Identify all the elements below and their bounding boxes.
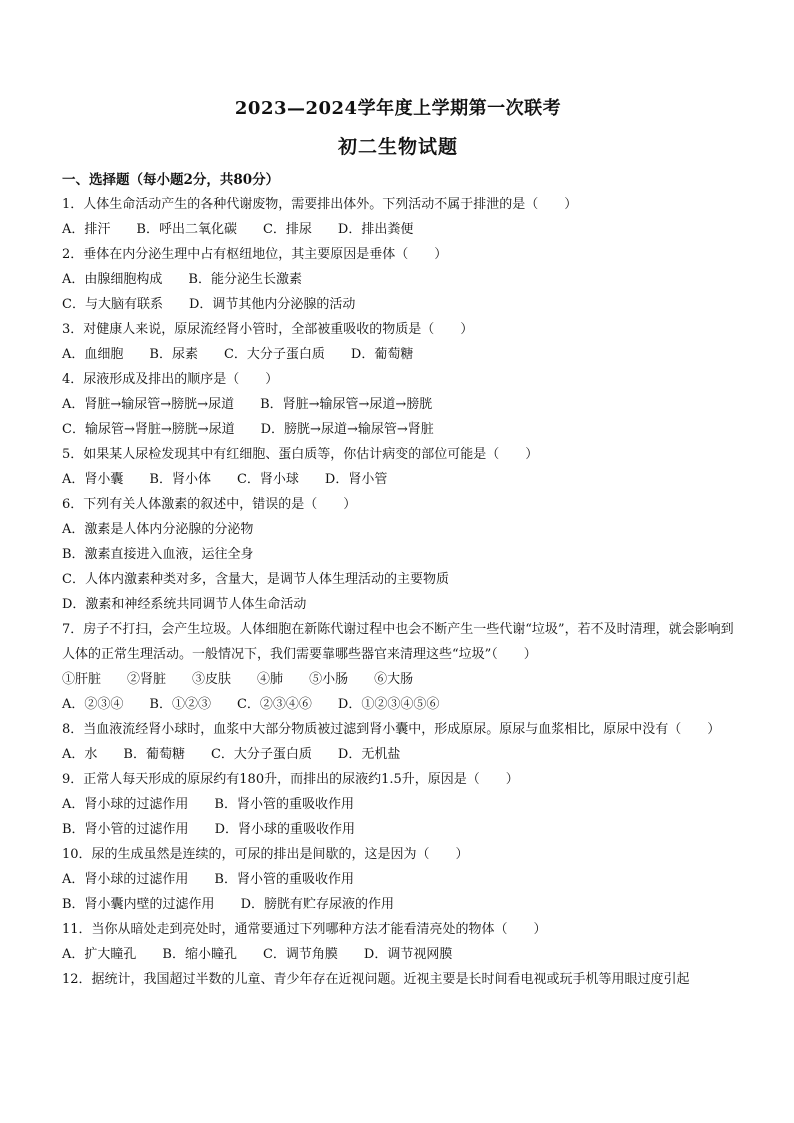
question-text: 5．如果某人尿检发现其中有红细胞、蛋白质等，你估计病变的部位可能是（ ） — [62, 447, 539, 462]
question-text: 11．当你从暗处走到亮处时，通常要通过下列哪种方法才能看清亮处的物体（ ） — [62, 922, 547, 937]
answer-option: C．大分子蛋白质 — [223, 347, 325, 362]
answer-option: C．输尿管→肾脏→膀胱→尿道 — [62, 422, 235, 437]
option-row — [62, 667, 734, 692]
option-row — [62, 517, 734, 542]
question-text: 2．垂体在内分泌生理中占有枢纽地位，其主要原因是垂体（ ） — [62, 247, 448, 262]
answer-option: D．调节其他内分泌腺的活动 — [188, 297, 356, 312]
answer-option: A．激素是人体内分泌腺的分泌物 — [62, 522, 254, 537]
answer-option: B．肾小管的重吸收作用 — [214, 872, 354, 887]
answer-option: C．调节角膜 — [262, 947, 338, 962]
question-text: 12．据统计，我国超过半数的儿童、青少年存在近视问题。近视主要是长时间看电视或玩手机等用眼过度引起 — [62, 972, 690, 987]
option-row — [62, 542, 734, 567]
answer-option: B．缩小瞳孔 — [162, 947, 237, 962]
question-text: 9．正常人每天形成的原尿约有180升，而排出的尿液约1.5升，原因是（ ） — [62, 772, 519, 787]
option-row — [62, 742, 734, 767]
answer-option: D．膀胱有贮存尿液的作用 — [240, 897, 394, 912]
question-item — [62, 767, 734, 842]
answer-option: A．肾小球的过滤作用 — [62, 872, 189, 887]
answer-option: B．能分泌生长激素 — [188, 272, 302, 287]
question-text: 3．对健康人来说，原尿流经肾小管时，全部被重吸收的物质是（ ） — [62, 322, 474, 337]
answer-option: D．调节视网膜 — [363, 947, 453, 962]
answer-option: D．肾小球的重吸收作用 — [214, 822, 355, 837]
answer-option: D．膀胱→尿道→输尿管→肾脏 — [260, 422, 434, 437]
answer-option: B．①②③ — [149, 697, 211, 712]
option-row — [62, 892, 734, 917]
option-row — [62, 267, 734, 292]
option-row — [62, 592, 734, 617]
answer-option: D．激素和神经系统共同调节人体生命活动 — [62, 597, 307, 612]
answer-option: D．无机盐 — [337, 747, 401, 762]
answer-option: C．②③④⑥ — [236, 697, 312, 712]
option-row — [62, 942, 734, 967]
question-item — [62, 917, 734, 967]
exam-title: 2023—2024学年度上学期第一次联考 — [234, 98, 562, 119]
question-text: 10．尿的生成虽然是连续的，可尿的排出是间歇的，这是因为（ ） — [62, 847, 469, 862]
exam-subtitle: 初二生物试题 — [337, 136, 458, 158]
option-row — [62, 417, 734, 442]
answer-option: B．肾小管的重吸收作用 — [214, 797, 354, 812]
answer-option: D．①②③④⑤⑥ — [337, 697, 440, 712]
question-item — [62, 242, 734, 317]
answer-option: B．肾小囊内壁的过滤作用 — [62, 897, 215, 912]
answer-option: A．肾小球的过滤作用 — [62, 797, 189, 812]
question-item — [62, 317, 734, 367]
option-row — [62, 392, 734, 417]
answer-option: A．肾脏→输尿管→膀胱→尿道 — [62, 397, 235, 412]
option-row — [62, 867, 734, 892]
question-item — [62, 717, 734, 767]
option-row — [62, 467, 734, 492]
answer-option: B．肾小体 — [149, 472, 211, 487]
question-item — [62, 367, 734, 442]
question-item — [62, 442, 734, 492]
answer-option: A．②③④ — [62, 697, 124, 712]
option-row — [62, 292, 734, 317]
answer-option: B．激素直接进入血液，运往全身 — [62, 547, 254, 562]
question-list — [62, 192, 734, 992]
answer-option: C．肾小球 — [236, 472, 299, 487]
section-header: 一、选择题（每小题2分，共80分） — [62, 172, 280, 188]
answer-option: ②肾脏 — [127, 672, 167, 687]
answer-option: A．由腺细胞构成 — [62, 272, 163, 287]
answer-option: A．排汗 — [62, 222, 111, 237]
option-row — [62, 817, 734, 842]
answer-option: A．扩大瞳孔 — [62, 947, 137, 962]
answer-option: D．排出粪便 — [337, 222, 414, 237]
answer-option: C．大分子蛋白质 — [210, 747, 312, 762]
answer-option: C．人体内激素种类对多，含量大，是调节人体生理活动的主要物质 — [62, 572, 449, 587]
answer-option: ⑥大肠 — [374, 672, 414, 687]
option-row — [62, 792, 734, 817]
question-text: 8．当血液流经肾小球时，血浆中大部分物质被过滤到肾小囊中，形成原尿。原尿与血浆相比，原尿中没有（ ） — [62, 722, 721, 737]
option-row — [62, 342, 734, 367]
answer-option: B．尿素 — [149, 347, 198, 362]
option-row — [62, 692, 734, 717]
question-item — [62, 617, 734, 717]
option-row — [62, 217, 734, 242]
answer-option: A．肾小囊 — [62, 472, 124, 487]
question-text: 7．房子不打扫，会产生垃圾。人体细胞在新陈代谢过程中也会不断产生一些代谢“垃圾”，若不及时清理，就会影响到人体的正常生理活动。一般情况下，我们需要靠哪些器官来清理这些“垃圾”（ ） — [62, 622, 734, 662]
answer-option: B．肾脏→输尿管→尿道→膀胱 — [260, 397, 433, 412]
question-text: 4．尿液形成及排出的顺序是（ ） — [62, 372, 279, 387]
question-item — [62, 842, 734, 917]
answer-option: A．血细胞 — [62, 347, 124, 362]
answer-option: B．肾小管的过滤作用 — [62, 822, 189, 837]
answer-option: A．水 — [62, 747, 98, 762]
question-text: 6．下列有关人体激素的叙述中，错误的是（ ） — [62, 497, 357, 512]
question-text: 1．人体生命活动产生的各种代谢废物，需要排出体外。下列活动不属于排泄的是（ ） — [62, 197, 578, 212]
answer-option: D．肾小管 — [324, 472, 388, 487]
answer-option: ⑤小肠 — [309, 672, 349, 687]
answer-option: C．与大脑有联系 — [62, 297, 163, 312]
question-item — [62, 192, 734, 242]
question-item — [62, 492, 734, 617]
answer-option: B．葡萄糖 — [123, 747, 185, 762]
option-row — [62, 567, 734, 592]
answer-option: ④肺 — [257, 672, 284, 687]
answer-option: B．呼出二氧化碳 — [136, 222, 237, 237]
answer-option: ①肝脏 — [62, 672, 102, 687]
answer-option: D．葡萄糖 — [350, 347, 414, 362]
answer-option: ③皮肤 — [192, 672, 232, 687]
answer-option: C．排尿 — [262, 222, 312, 237]
question-item — [62, 967, 734, 992]
